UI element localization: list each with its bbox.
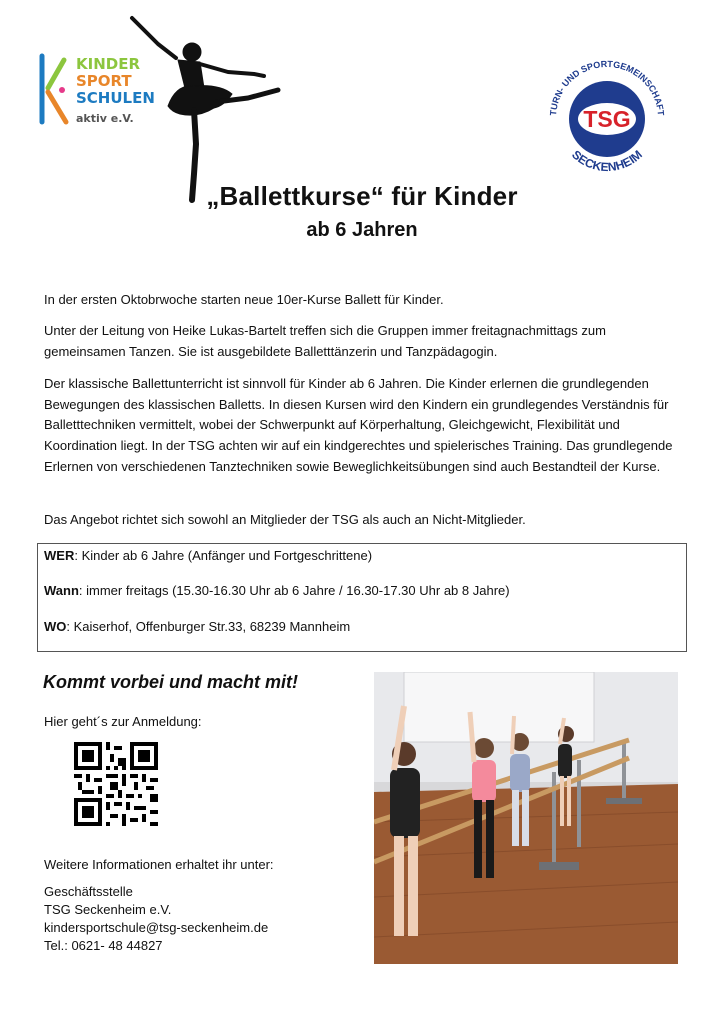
page-title: „Ballettkurse“ für Kinder: [206, 181, 518, 211]
ksa-logo-line1: KINDER: [76, 55, 141, 73]
registration-label: Hier geht´s zur Anmeldung:: [44, 714, 202, 729]
contact-phone: Tel.: 0621- 48 44827: [44, 938, 163, 953]
tsg-seckenheim-logo: [542, 52, 672, 186]
tsg-logo-center-text: TSG: [583, 106, 631, 132]
tsg-logo-bottom-text: SECKENHEIM: [569, 147, 645, 175]
instructor-paragraph: Unter der Leitung von Heike Lukas-Bartelt treffen sich die Gruppen immer freitagnachmittags zum gemeinsamen Tanzen. Sie ist ausgebildete Balletttänzerin und Tanzpädagogin.: [44, 323, 606, 359]
info-who: [44, 547, 372, 565]
audience-paragraph: Das Angebot richtet sich sowohl an Mitglieder der TSG als auch an Nicht-Mitglieder.: [44, 512, 526, 527]
info-where-label: WO: [44, 619, 67, 634]
contact-organization: TSG Seckenheim e.V.: [44, 902, 172, 917]
info-when-value: : immer freitags (15.30-16.30 Uhr ab 6 Jahre / 16.30-17.30 Uhr ab 8 Jahre): [78, 583, 510, 598]
page-subtitle: ab 6 Jahren: [306, 219, 418, 241]
info-who-value: : Kinder ab 6 Jahre (Anfänger und Fortgeschrittene): [74, 548, 373, 563]
ksa-logo-line3: SCHULEN: [76, 89, 155, 107]
course-info-box: [37, 543, 687, 652]
more-info-label: Weitere Informationen erhaltet ihr unter:: [44, 857, 274, 872]
info-when-label: Wann: [44, 583, 79, 598]
description-paragraph: Der klassische Ballettunterricht ist sinnvoll für Kinder ab 6 Jahren. Die Kinder erlernen die grundlegenden Bewegungen des klassischen Balletts. In diesen Kursen wird den Kindern ein grundlegendes Verständnis für Balletttechniken vermittelt, wobei der Schwerpunkt auf Körperhaltung, Gleichgewicht, Flexibilität und Koordination liegt. In der TSG achten wir auf ein kindgerechtes und spielerisches Training. Das grundlegende Erlernen von verschiedenen Tanztechniken sowie Beweglichkeitsübungen sind auch Bestandteil der Kurse.: [44, 376, 673, 474]
intro-paragraph: In der ersten Oktobrwoche starten neue 10er-Kurse Ballett für Kinder.: [44, 292, 444, 307]
registration-qr-code[interactable]: [74, 742, 158, 826]
ksa-k-icon: [34, 52, 74, 132]
info-when: [44, 582, 510, 600]
contact-office: Geschäftsstelle: [44, 884, 133, 899]
tsg-logo-ring-text: TURN- UND SPORTGEMEINSCHAFT: [548, 58, 666, 117]
ballet-class-photo: [374, 672, 678, 964]
contact-email[interactable]: kindersportschule@tsg-seckenheim.de: [44, 920, 269, 935]
slogan: Kommt vorbei und macht mit!: [43, 672, 299, 692]
info-where: [44, 618, 350, 636]
info-who-label: WER: [44, 548, 75, 563]
ksa-logo-line2: SPORT: [76, 72, 132, 90]
ksa-logo-line4: aktiv e.V.: [76, 112, 134, 125]
info-where-value: : Kaiserhof, Offenburger Str.33, 68239 Mannheim: [66, 619, 351, 634]
